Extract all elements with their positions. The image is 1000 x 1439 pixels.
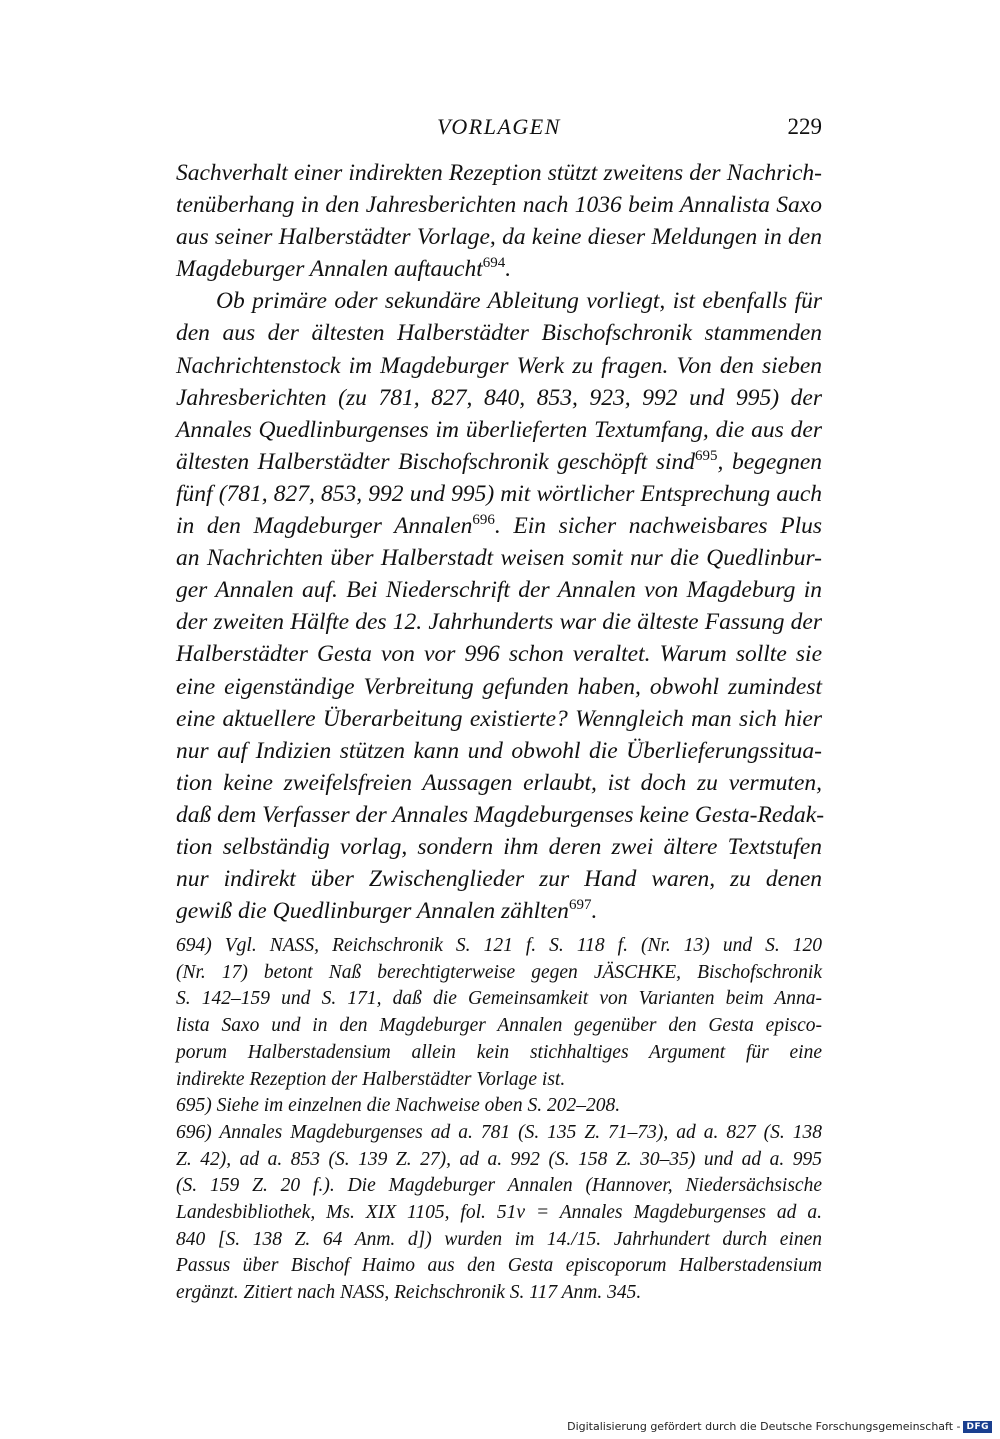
text-span: . — [505, 256, 512, 283]
text-line: ger Annalen auf. Bei Niederschrift der Annalen von Magdeburg in — [176, 577, 822, 604]
text-line — [176, 253, 822, 285]
footnote-line: lista Saxo und in den Magdeburger Annalen gegenüber den Gesta episco- — [176, 1015, 822, 1037]
footnote-line: Z. 42), ad a. 853 (S. 139 Z. 27), ad a. 992 (S. 158 Z. 30–35) und ad a. 995 — [176, 1148, 822, 1170]
main-text — [176, 157, 825, 927]
footnote-line: (S. 159 Z. 20 f.). Die Magdeburger Annalen (Hannover, Niedersächsische — [176, 1175, 822, 1197]
text-line: Jahresberichten (zu 781, 827, 840, 853, 923, 992 und 995) der — [176, 384, 822, 411]
footnote-line: indirekte Rezeption der Halberstädter Vorlage ist. — [176, 1068, 566, 1090]
text-line: daß dem Verfasser der Annales Magdeburgenses keine Gesta-Redak- — [176, 801, 825, 828]
text-line: Annales Quedlinburgenses im überlieferten Textumfang, die aus der — [176, 416, 822, 443]
footnote-ref-696[interactable]: 696 — [472, 512, 495, 529]
text-span: gewiß die Quedlinburger Annalen zählten — [176, 898, 569, 925]
footnote-ref-697: 697 — [568, 897, 592, 914]
text-line: Sachverhalt einer indirekten Rezeption stützt zweitens der Nachrich- — [176, 160, 822, 186]
credit-text: Digitalisierung gefördert durch die Deutsche Forschungsgemeinschaft - — [567, 1420, 961, 1433]
text-line: Nachrichtenstock im Magdeburger Werk zu fragen. Von den sieben — [176, 352, 822, 379]
text-line: tion keine zweifelsfreien Aussagen erlaubt, ist doch zu vermuten, — [176, 769, 822, 796]
text-line: tenüberhang in den Jahresberichten nach 1036 beim Annalista Saxo — [176, 192, 822, 219]
footnote-line: 695) Siehe im einzelnen die Nachweise oben S. 202–208. — [176, 1095, 621, 1117]
text-span: , begegnen — [717, 448, 823, 475]
text-span: . — [591, 898, 598, 925]
dfg-logo: DFG — [963, 1421, 992, 1433]
text-line: aus seiner Halberstädter Vorlage, da keine dieser Meldungen in den — [176, 224, 822, 251]
footnotes — [176, 933, 822, 1307]
text-line: der zweiten Hälfte des 12. Jahrhunderts war die älteste Fassung der — [176, 609, 822, 636]
page-number: 229 — [787, 114, 822, 139]
text-line: nur auf Indizien stützen kann und obwohl die Überlieferungssitua- — [176, 737, 822, 764]
text-line — [176, 895, 822, 927]
text-span: ältesten Halberstädter Bischofschronik geschöpft sind — [176, 448, 696, 475]
footnote-ref-695[interactable]: 695 — [695, 448, 718, 465]
text-line: an Nachrichten über Halberstadt weisen somit nur die Quedlinbur- — [176, 545, 822, 572]
text-span: . Ein sicher nachweisbares Plus — [494, 513, 822, 540]
digitization-credit — [567, 1420, 992, 1433]
text-line: tion selbständig vorlag, sondern ihm deren zwei ältere Textstufen — [176, 833, 822, 860]
text-line — [176, 510, 822, 542]
text-line: nur indirekt über Zwischenglieder zur Hand waren, zu denen — [176, 866, 822, 893]
text-line: den aus der ältesten Halberstädter Bischofschronik stammenden — [176, 320, 822, 347]
running-head: VORLAGEN — [437, 114, 561, 139]
footnote-696 — [176, 1120, 822, 1307]
footnote-694 — [176, 933, 822, 1093]
footnote-line: S. 142–159 und S. 171, daß die Gemeinsamkeit von Varianten beim Anna- — [176, 988, 822, 1010]
footnote-line: Passus über Bischof Haimo aus den Gesta episcoporum Halberstadensium — [176, 1255, 822, 1277]
text-span: Magdeburger Annalen auftaucht — [176, 256, 483, 283]
text-line: Halberstädter Gesta von vor 996 schon veraltet. Warum sollte sie — [176, 641, 822, 668]
footnote-line: (Nr. 17) betont Naß berechtigterweise gegen JÄSCHKE, Bischofschronik — [176, 961, 822, 983]
footnote-ref-694[interactable]: 694 — [482, 255, 506, 272]
text-line: Ob primäre oder sekundäre Ableitung vorliegt, ist ebenfalls für — [216, 288, 822, 315]
footnote-line: 840 [S. 138 Z. 64 Anm. d]) wurden im 14./15. Jahrhundert durch einen — [176, 1228, 822, 1250]
footnote-line: ergänzt. Zitiert nach NASS, Reichschronik S. 117 Anm. 345. — [176, 1282, 642, 1304]
footnote-695 — [176, 1093, 822, 1120]
text-line: fünf (781, 827, 853, 992 und 995) mit wörtlicher Entsprechung auch — [176, 480, 822, 507]
paragraph-1 — [176, 157, 822, 285]
footnote-line: Landesbibliothek, Ms. XIX 1105, fol. 51v = Annales Magdeburgenses ad a. — [176, 1202, 822, 1224]
paragraph-2 — [176, 285, 825, 927]
footnote-line: 696) Annales Magdeburgenses ad a. 781 (S. 135 Z. 71–73), ad a. 827 (S. 138 — [176, 1121, 822, 1143]
text-line: eine aktuellere Überarbeitung existierte? Wenngleich man sich hier — [176, 705, 822, 732]
page-header — [176, 114, 822, 144]
footnote-line: porum Halberstadensium allein kein stichhaltiges Argument für eine — [176, 1041, 822, 1063]
text-line — [176, 446, 822, 478]
footnote-line: 694) Vgl. NASS, Reichschronik S. 121 f. S. 118 f. (Nr. 13) und S. 120 — [176, 935, 822, 956]
text-line: eine eigenständige Verbreitung gefunden haben, obwohl zumindest — [176, 673, 822, 700]
text-span: in den Magdeburger Annalen — [176, 513, 473, 540]
